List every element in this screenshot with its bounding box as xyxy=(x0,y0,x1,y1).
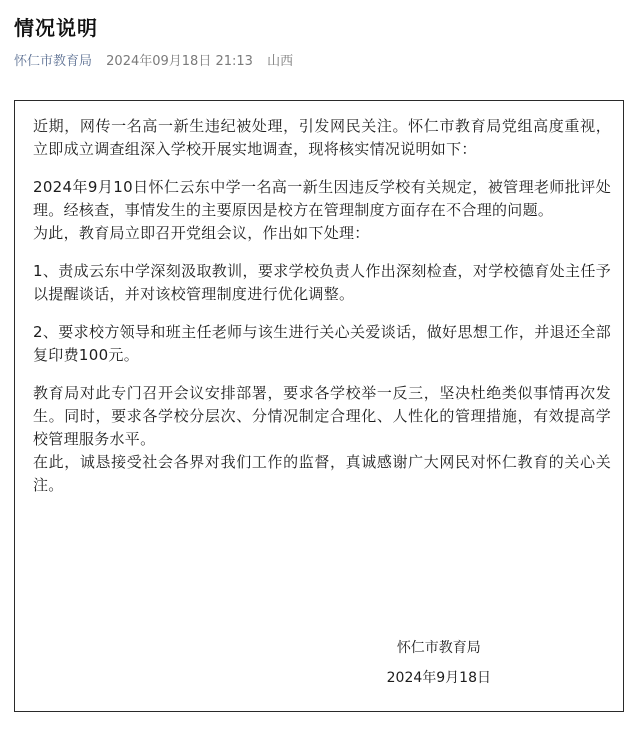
notice-body xyxy=(33,115,611,497)
signature-date: 2024年9月18日 xyxy=(386,670,491,686)
signature-org: 怀仁市教育局 xyxy=(396,640,481,656)
post-meta xyxy=(14,50,293,69)
post-location: 山西 xyxy=(267,54,294,69)
paragraph-deployment: 教育局对此专门召开会议安排部署，要求各学校举一反三，坚决杜绝类似事情再次发生。同时，要求各学校分层次、分情况制定合理化、人性化的管理措施，有效提高学校管理服务水平。 xyxy=(33,384,611,448)
paragraph-incident: 2024年9月10日怀仁云东中学一名高一新生因违反学校有关规定，被管理老师批评处理。经核查，事情发生的主要原因是校方在管理制度方面存在不合理的问题。 xyxy=(33,178,611,219)
signature-block xyxy=(387,633,491,693)
paragraph-closing: 在此，诚恳接受社会各界对我们工作的监督，真诚感谢广大网民对怀仁教育的关心关注。 xyxy=(33,453,611,494)
paragraph-intro: 近期，网传一名高一新生违纪被处理，引发网民关注。怀仁市教育局党组高度重视，立即成立调查组深入学校开展实地调查，现将核实情况说明如下： xyxy=(33,117,611,158)
paragraph-decision-intro: 为此，教育局立即召开党组会议，作出如下处理： xyxy=(33,224,370,242)
notice-document xyxy=(14,100,624,712)
publisher-link[interactable]: 怀仁市教育局 xyxy=(14,54,93,69)
paragraph-item-2: 2、要求校方领导和班主任老师与该生进行关心关爱谈话，做好思想工作，并退还全部复印费100元。 xyxy=(33,323,611,364)
paragraph-item-1: 1、责成云东中学深刻汲取教训，要求学校负责人作出深刻检查，对学校德育处主任予以提醒谈话，并对该校管理制度进行优化调整。 xyxy=(33,262,611,303)
page-title: 情况说明 xyxy=(14,16,98,40)
post-datetime: 2024年09月18日 21:13 xyxy=(106,54,253,69)
